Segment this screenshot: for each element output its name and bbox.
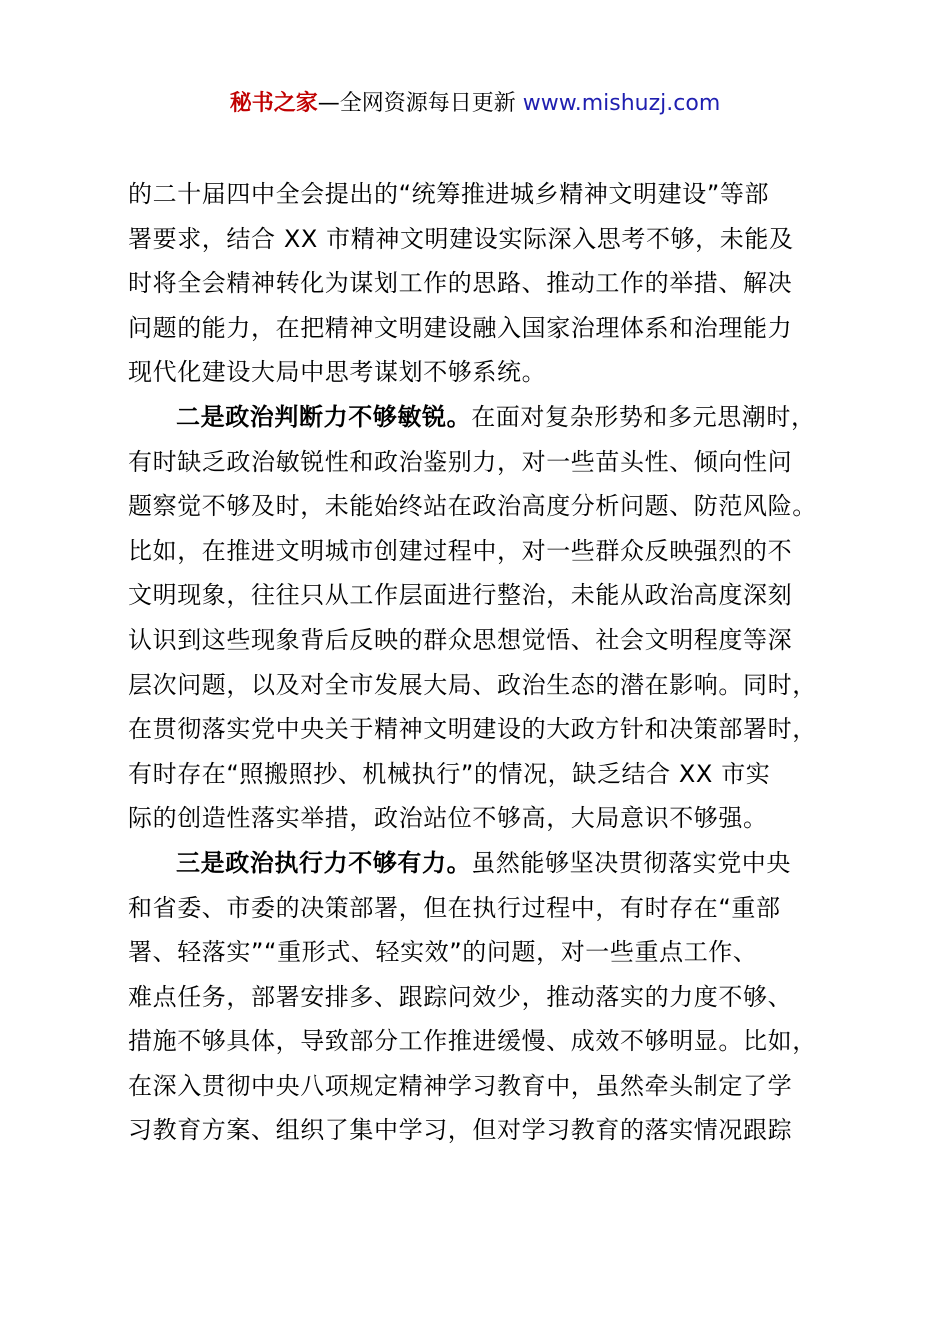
text-line: 和省委、市委的决策部署，但在执行过程中，有时存在“重部: [128, 893, 781, 922]
paragraph-heading: 二是政治判断力不够敏锐。: [176, 402, 472, 431]
paragraph-1: [128, 172, 848, 395]
header-url-link[interactable]: www.mishuzj.com: [522, 91, 721, 116]
text-line: 难点任务，部署安排多、跟踪问效少，推动落实的力度不够、: [128, 982, 793, 1011]
text-line: [128, 841, 848, 886]
paragraph-text: 在面对复杂形势和多元思潮时，: [471, 402, 816, 431]
text-line: 在深入贯彻中央八项规定精神学习教育中，虽然牵头制定了学: [128, 1071, 793, 1100]
paragraph-text: 虽然能够坚决贯彻落实党中央: [471, 848, 792, 877]
text-line: 层次问题，以及对全市发展大局、政治生态的潜在影响。同时，: [128, 670, 817, 699]
text-line: 际的创造性落实举措，政治站位不够高，大局意识不够强。: [128, 804, 768, 833]
text-line: 题察觉不够及时，未能始终站在政治高度分析问题、防范风险。: [128, 492, 817, 521]
header-tagline: —全网资源每日更新: [317, 91, 523, 116]
text-line: 文明现象，往往只从工作层面进行整治，未能从政治高度深刻: [128, 581, 793, 610]
page-header: [0, 88, 950, 120]
text-line: 措施不够具体，导致部分工作推进缓慢、成效不够明显。比如，: [128, 1027, 817, 1056]
brand-name: 秘书之家: [229, 91, 318, 116]
text-line: 有时存在“照搬照抄、机械执行”的情况，缺乏结合 XX 市实: [128, 759, 771, 788]
text-line: 署、轻落实”“重形式、轻实效”的问题，对一些重点工作、: [128, 938, 758, 967]
text-line: 署要求，结合 XX 市精神文明建设实际深入思考不够，未能及: [128, 224, 794, 253]
paragraph-2: [128, 395, 848, 841]
paragraph-3: [128, 841, 848, 1153]
paragraph-heading: 三是政治执行力不够有力。: [176, 848, 472, 877]
text-line: 认识到这些现象背后反映的群众思想觉悟、社会文明程度等深: [128, 625, 793, 654]
text-line: 在贯彻落实党中央关于精神文明建设的大政方针和决策部署时，: [128, 715, 817, 744]
text-line: 习教育方案、组织了集中学习，但对学习教育的落实情况跟踪: [128, 1116, 793, 1145]
text-line: 有时缺乏政治敏锐性和政治鉴别力，对一些苗头性、倾向性问: [128, 447, 793, 476]
text-line: 的二十届四中全会提出的“统筹推进城乡精神文明建设”等部: [128, 180, 770, 208]
text-line: [128, 395, 848, 440]
text-line: 问题的能力，在把精神文明建设融入国家治理体系和治理能力: [128, 313, 793, 342]
text-line: 时将全会精神转化为谋划工作的思路、推动工作的举措、解决: [128, 269, 793, 298]
text-line: 比如，在推进文明城市创建过程中，对一些群众反映强烈的不: [128, 536, 793, 565]
document-body: [128, 172, 848, 1153]
text-line: 现代化建设大局中思考谋划不够系统。: [128, 358, 547, 387]
